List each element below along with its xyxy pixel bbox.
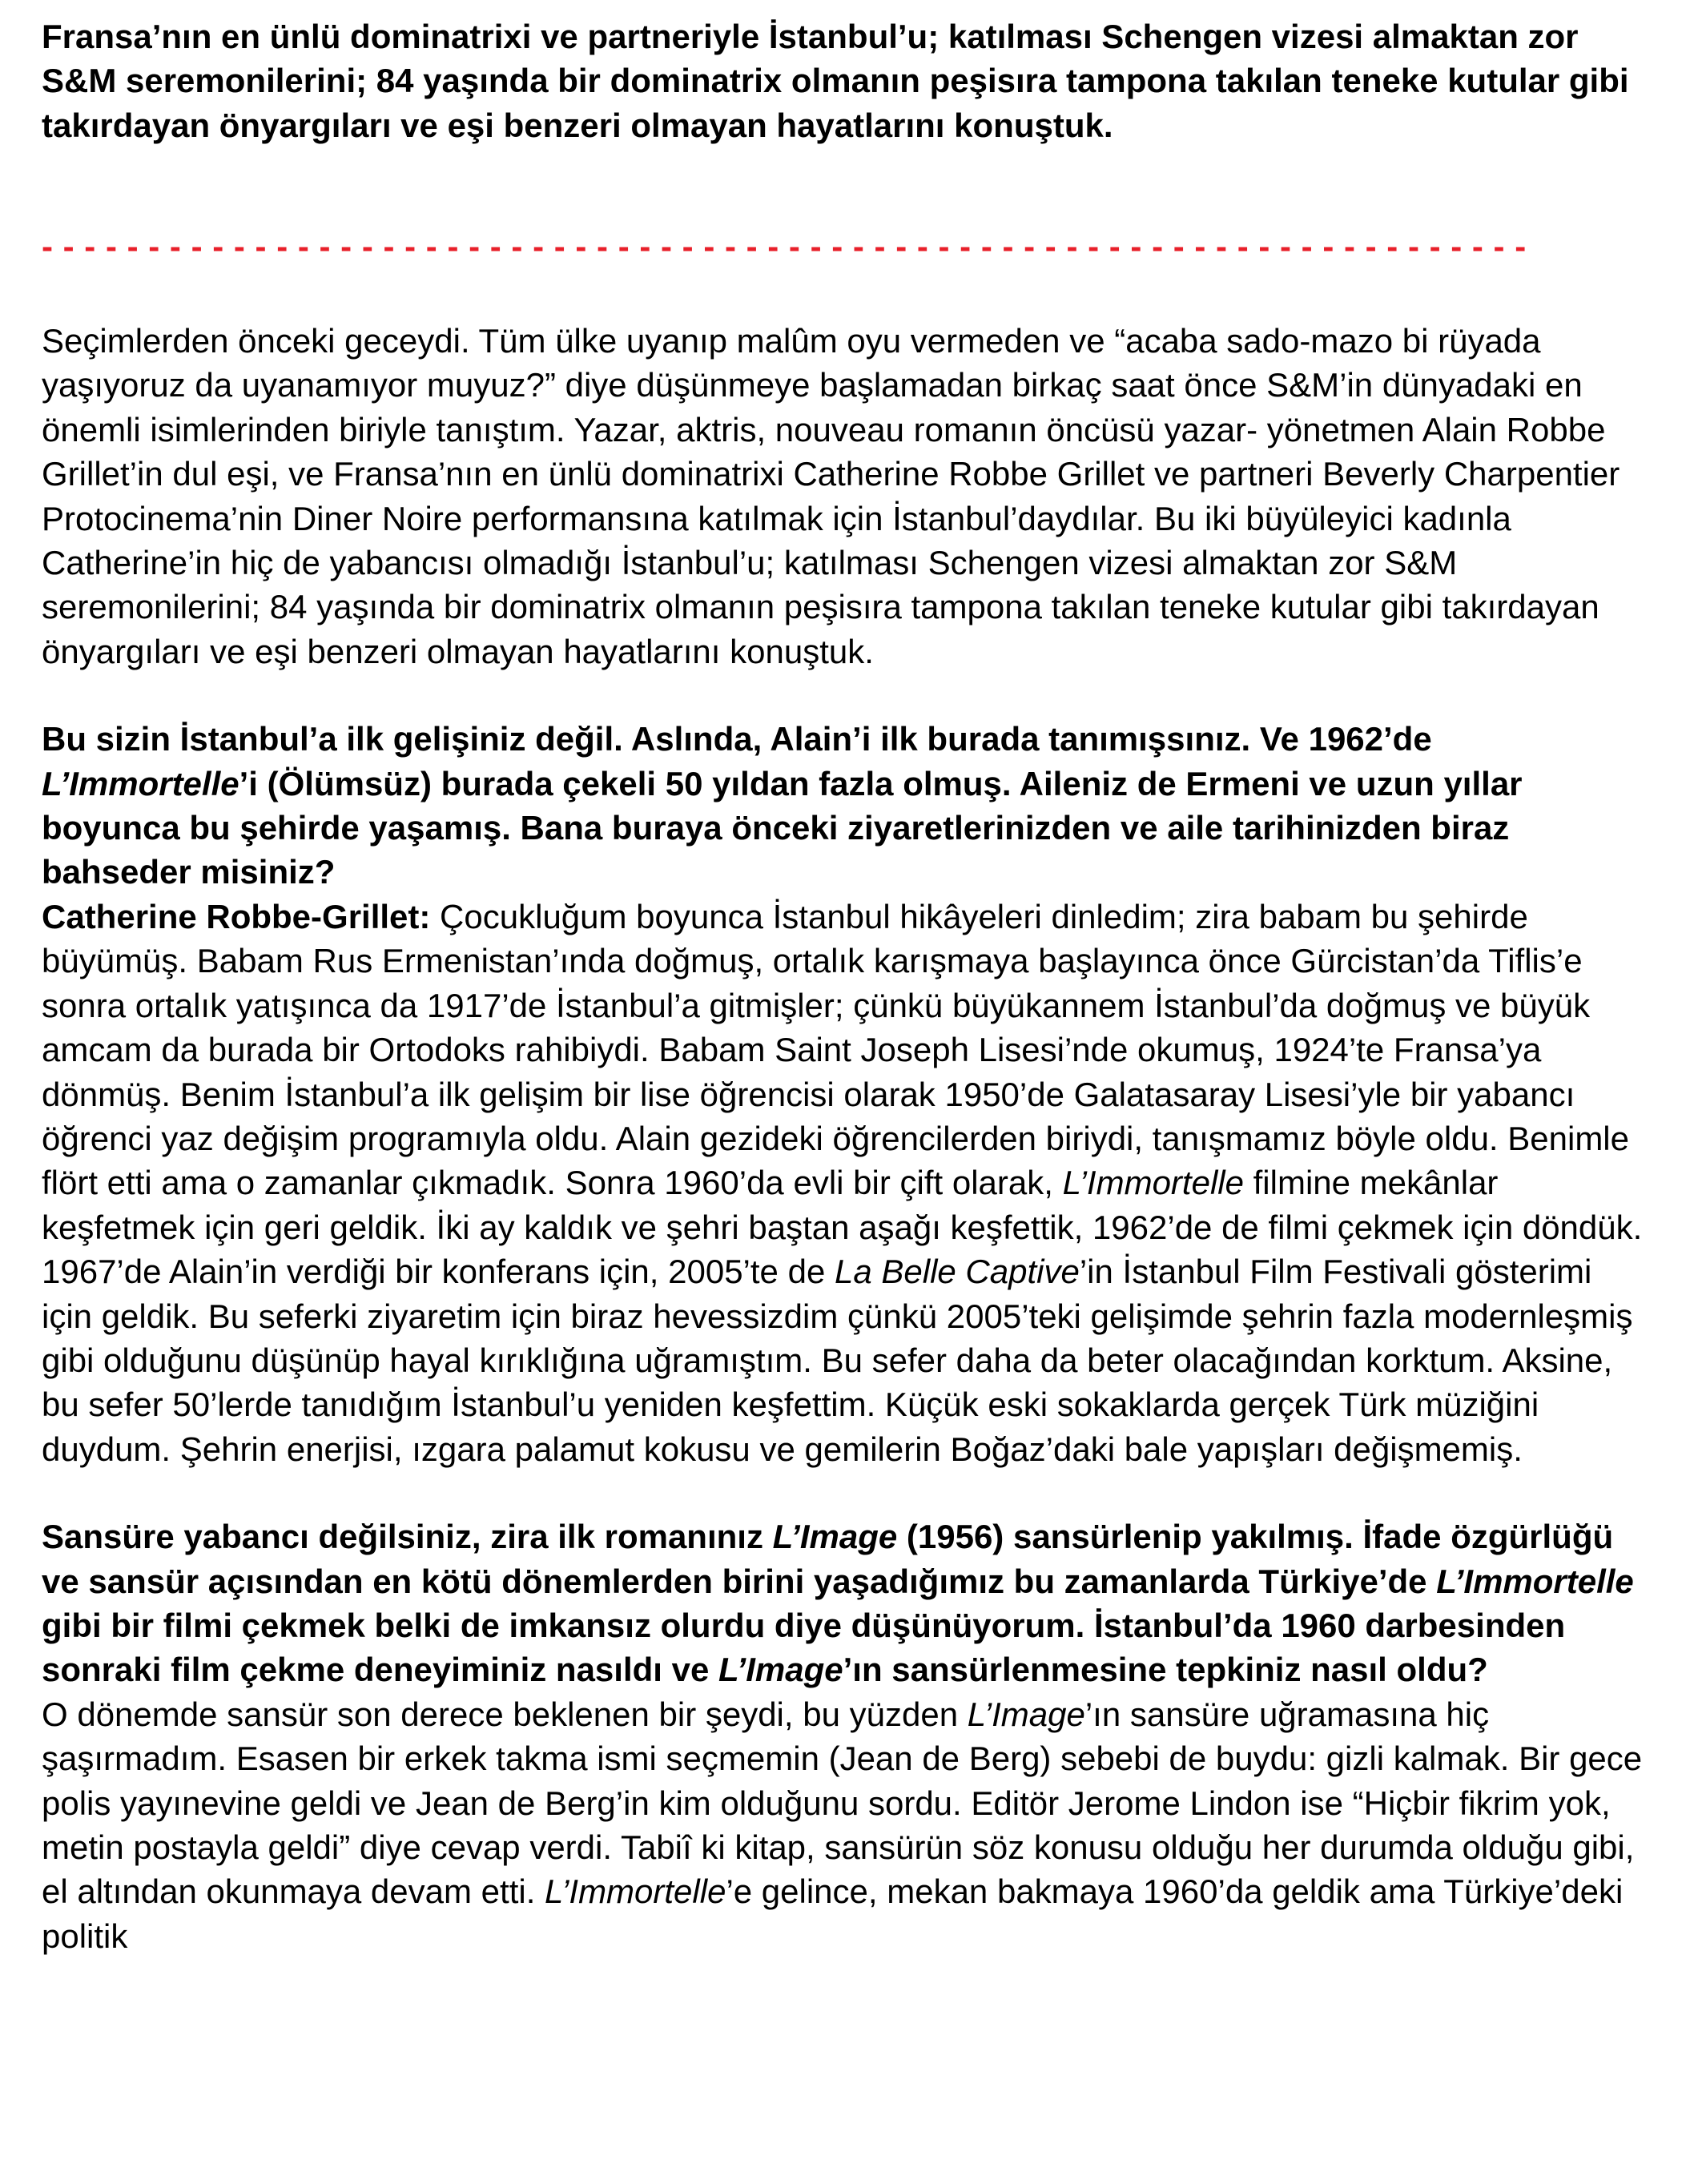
paragraph-spacer — [42, 674, 1644, 717]
speaker-name: Catherine Robbe-Grillet: — [42, 897, 431, 935]
question-1-text: Bu sizin İstanbul’a ilk gelişiniz değil. Aslında, Alain’i ilk burada tanımışsınız. Ve 1962’de — [42, 720, 1432, 758]
answer-2-text: ’ın sansüre uğramasına hiç şaşırmadım. Esasen bir erkek takma ismi seçmemin (Jean de Berg) sebebi de buydu: gizli kalmak. Bir gece polis yayınevine geldi ve Jean de Berg’in kim olduğunu sordu. Editör Jerome Lindon ise “Hiçbir fikrim yok, metin postayla geldi” diye cevap verdi. Tabiî ki kitap, sansürün söz konusu olduğu her durumda olduğu gibi, el altından okunmaya devam etti. — [42, 1695, 1643, 1911]
book-title: L’Image — [718, 1651, 843, 1689]
answer-2-text: O dönemde sansür son derece beklenen bir şeydi, bu yüzden — [42, 1695, 968, 1733]
answer-1 — [42, 895, 1644, 1471]
film-title: L’Immortelle — [545, 1872, 726, 1911]
answer-2-text: ’e gelince, mekan bakmaya 1960’da geldik ama Türkiye’deki politik — [42, 1872, 1624, 1955]
answer-2 — [42, 1692, 1644, 1958]
film-title: L’Immortelle — [42, 764, 239, 802]
question-1 — [42, 717, 1644, 895]
question-2-text: ’ın sansürlenmesine tepkiniz nasıl oldu? — [843, 1651, 1488, 1689]
question-2 — [42, 1514, 1644, 1692]
answer-1-text: filmine mekânlar keşfetmek için geri geldik. İki ay kaldık ve şehri baştan aşağı keşfettik, 1962’de de filmi çekmek için döndük. 1967’de Alain’in verdiği bir konferans için, 2005’te de — [42, 1164, 1643, 1291]
answer-1-text: ’in İstanbul Film Festivali gösterimi için geldik. Bu seferki ziyaretim için biraz hevessizdim çünkü 2005’teki gelişimde şehrin fazla modernleşmiş gibi olduğunu düşünüp hayal kırıklığına uğramıştım. Bu sefer daha da beter olacağından korktum. Aksine, bu sefer 50’lerde tanıdığım İstanbul’u yeniden keşfettim. Küçük eski sokaklarda gerçek Türk müziğini duydum. Şehrin enerjisi, ızgara palamut kokusu ve gemilerin Boğaz’daki bale yapışları değişmemiş. — [42, 1253, 1633, 1468]
lead-paragraph: Fransa’nın en ünlü dominatrixi ve partneriyle İstanbul’u; katılması Schengen vizesi almaktan zor S&M seremonilerini; 84 yaşında bir dominatrix olmanın peşisıra tampona takılan teneke kutular gibi takırdayan önyargıları ve eşi benzeri olmayan hayatlarını konuştuk. — [42, 18, 1629, 144]
question-1-text: ’i (Ölümsüz) burada çekeli 50 yıldan fazla olmuş. Aileniz de Ermeni ve uzun yıllar boyunca bu şehirde yaşamış. Bana buraya önceki ziyaretlerinizden ve aile tarihinizden biraz bahseder misiniz? — [42, 764, 1523, 891]
film-title: L’Immortelle — [1062, 1164, 1244, 1202]
intro-paragraph: Seçimlerden önceki geceydi. Tüm ülke uyanıp malûm oyu vermeden ve “acaba sado-mazo bi rüyada yaşıyoruz da uyanamıyor muyuz?” diye düşünmeye başlamadan birkaç saat önce S&M’in dünyadaki en önemli isimlerinden biriyle tanıştım. Yazar, aktris, nouveau romanın öncüsü yazar- yönetmen Alain Robbe Grillet’in dul eşi, ve Fransa’nın en ünlü dominatrixi Catherine Robbe Grillet ve partneri Beverly Charpentier Protocinema’nin Diner Noire performansına katılmak için İstanbul’daydılar. Bu iki büyüleyici kadınla Catherine’in hiç de yabancısı olmadığı İstanbul’u; katılması Schengen vizesi almaktan zor S&M seremonilerini; 84 yaşında bir dominatrix olmanın peşisıra tampona takılan teneke kutular gibi takırdayan önyargıları ve eşi benzeri olmayan hayatlarını konuştuk. — [42, 322, 1620, 670]
article — [42, 14, 1644, 147]
article-body — [42, 319, 1644, 1958]
film-title: La Belle Captive — [834, 1253, 1080, 1291]
film-title: L’Immortelle — [1436, 1562, 1634, 1600]
question-2-text: (1956) sansürlenip yakılmış. İfade özgürlüğü ve sansür açısından en kötü dönemlerden birini yaşadığımız bu zamanlarda Türkiye’de — [42, 1518, 1614, 1600]
red-dashed-divider: - - - - - - - - - - - - - - - - - - - - - - - - - - - - - - - - - - - - - - - - - - - - - - - - - - - - - - - - - - - - - - - - - - - - - - — [42, 227, 1527, 265]
book-title: L’Image — [967, 1695, 1085, 1733]
question-2-text: gibi bir filmi çekmek belki de imkansız olurdu diye düşünüyorum. İstanbul’da 1960 darbesinden sonraki film çekme deneyiminiz nasıldı ve — [42, 1606, 1566, 1689]
book-title: L’Image — [772, 1518, 898, 1556]
question-2-text: Sansüre yabancı değilsiniz, zira ilk romanınız — [42, 1518, 773, 1556]
paragraph-spacer — [42, 1471, 1644, 1514]
answer-1-text: Çocukluğum boyunca İstanbul hikâyeleri dinledim; zira babam bu şehirde büyümüş. Babam Rus Ermenistan’ında doğmuş, ortalık karışmaya başlayınca önce Gürcistan’da Tiflis’e sonra ortalık yatışınca da 1917’de İstanbul’a gitmişler; çünkü büyükannem İstanbul’da doğmuş ve büyük amcam da burada bir Ortodoks rahibiydi. Babam Saint Joseph Lisesi’nde okumuş, 1924’te Fransa’ya dönmüş. Benim İstanbul’a ilk gelişim bir lise öğrencisi olarak 1950’de Galatasaray Lisesi’yle bir yabancı öğrenci yaz değişim programıyla oldu. Alain gezideki öğrencilerden biriydi, tanışmamız böyle oldu. Benimle flört etti ama o zamanlar çıkmadık. Sonra 1960’da evli bir çift olarak, — [42, 897, 1629, 1202]
